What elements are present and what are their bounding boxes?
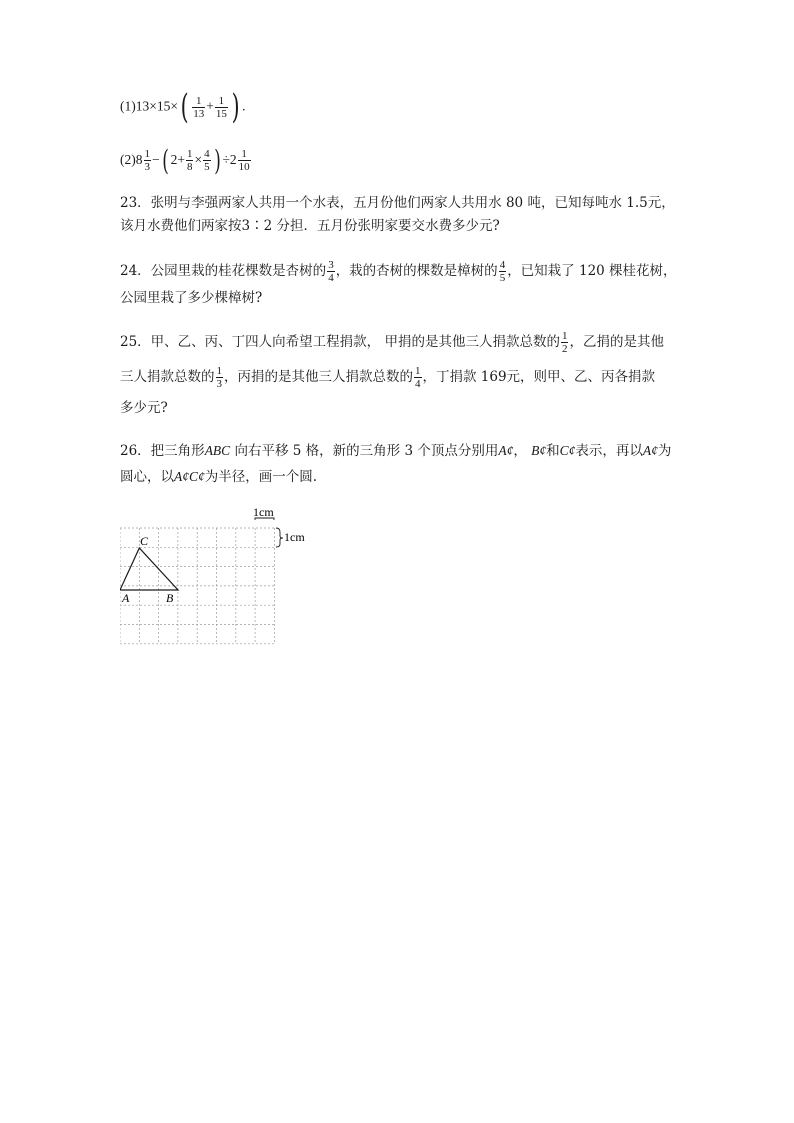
p25-fraction-3: $\frac{1}{4}$ (415, 365, 421, 390)
label-b: B (166, 591, 174, 605)
q2-times: × (194, 152, 203, 167)
p24-text-b: ，栽的杏树的棵数是樟树的 (335, 263, 498, 279)
p25-text-b: ，乙捐的是其他 (569, 334, 664, 350)
p24-text-a: 24．公园里栽的桂花棵数是杏树的 (120, 263, 327, 279)
p26-c-prime: C¢ (559, 443, 576, 458)
problem-23-line-2: 该月水费他们两家按3∶2 分担．五月份张明家要交水费多少元? (120, 218, 500, 234)
q2-divide: ÷ (222, 152, 230, 167)
p26-text-c: ， (513, 443, 532, 459)
p26-b-prime: B¢ (531, 443, 547, 458)
label-c: C (140, 534, 149, 548)
q2-fraction-1: $\frac{1}{3}$ (144, 148, 150, 173)
q1-fraction-2: $\frac{1}{15}$ (215, 94, 227, 120)
label-a: A (122, 591, 130, 605)
q1-left-paren: ( (180, 87, 189, 127)
q1-fraction-1: $\frac{1}{13}$ (193, 94, 205, 120)
grid-figure (120, 504, 320, 660)
q2-label: (2) (120, 152, 136, 167)
p26-text-e: 表示，再以 (575, 443, 643, 459)
p24-fraction-2: $\frac{4}{5}$ (499, 259, 506, 284)
q2-left-paren: ( (161, 143, 169, 177)
q2-right-paren: ) (213, 143, 221, 177)
p26-text-h: 为半径，画一个圆. (204, 469, 318, 485)
p26-text-a: 26．把三角形 (120, 443, 205, 459)
p26-text-g: 圆心，以 (120, 469, 174, 485)
question-2-expression (120, 143, 252, 177)
p25-text-e: ，丁捐款 169元，则甲、乙、丙各捐款 (422, 369, 656, 385)
problem-25-line-2 (120, 365, 655, 390)
p26-text-b: 向右平移 5 格，新的三角形 3 个顶点分别用 (230, 443, 499, 459)
p26-ac-prime: A¢C¢ (174, 469, 205, 484)
unit-label-right: 1cm (284, 530, 305, 544)
problem-23-line-1: 23．张明与李强两家人共用一个水表，五月份他们两家人共用水 80 吨，已知每吨水 1.5元， (120, 195, 675, 211)
q1-right-paren: ) (231, 87, 240, 127)
problem-26-line-2 (120, 467, 317, 487)
q2-whole-1: 8 (135, 152, 143, 167)
problem-25-line-3: 多少元? (120, 400, 168, 416)
q2-two: 2+ (170, 152, 185, 167)
p25-text-d: ，丙捐的是其他三人捐款总数的 (224, 369, 413, 385)
p26-abc: ABC (204, 443, 231, 458)
problem-25-line-1 (120, 330, 664, 355)
p25-fraction-2: $\frac{1}{3}$ (216, 365, 222, 390)
unit-brace-right (276, 528, 283, 547)
q1-label: (1) (120, 98, 136, 114)
triangle-abc (120, 548, 178, 590)
p26-a-prime: A¢ (498, 443, 514, 458)
q2-whole-2: 2 (229, 152, 237, 167)
p25-text-a: 25．甲、乙、丙、丁四人向希望工程捐款， 甲捐的是其他三人捐款总数的 (120, 334, 560, 350)
q1-plus: + (206, 98, 214, 114)
p24-fraction-1: $\frac{3}{4}$ (328, 259, 334, 284)
p25-fraction-1: $\frac{1}{2}$ (561, 330, 568, 355)
q2-fraction-4: $\frac{1}{10}$ (238, 148, 250, 173)
q1-suffix: . (242, 98, 246, 114)
p26-text-d: 和 (546, 443, 560, 459)
p25-text-c: 三人捐款总数的 (120, 369, 215, 385)
p26-a-prime-2: A¢ (642, 443, 658, 458)
q2-fraction-3: $\frac{4}{5}$ (204, 148, 210, 173)
problem-26-line-1 (120, 441, 671, 461)
q2-fraction-2: $\frac{1}{8}$ (186, 148, 193, 173)
q1-prefix: 13×15× (135, 98, 178, 114)
q2-minus: − (152, 152, 160, 167)
p24-text-c: ，已知栽了 120 棵桂花树， (507, 263, 677, 279)
grid-svg (120, 504, 320, 656)
p26-text-f: 为 (657, 443, 672, 459)
question-1-expression (120, 87, 246, 127)
unit-label-top: 1cm (253, 505, 274, 519)
problem-24-line-2: 公园里栽了多少棵樟树? (120, 290, 263, 306)
problem-24-line-1 (120, 259, 677, 284)
